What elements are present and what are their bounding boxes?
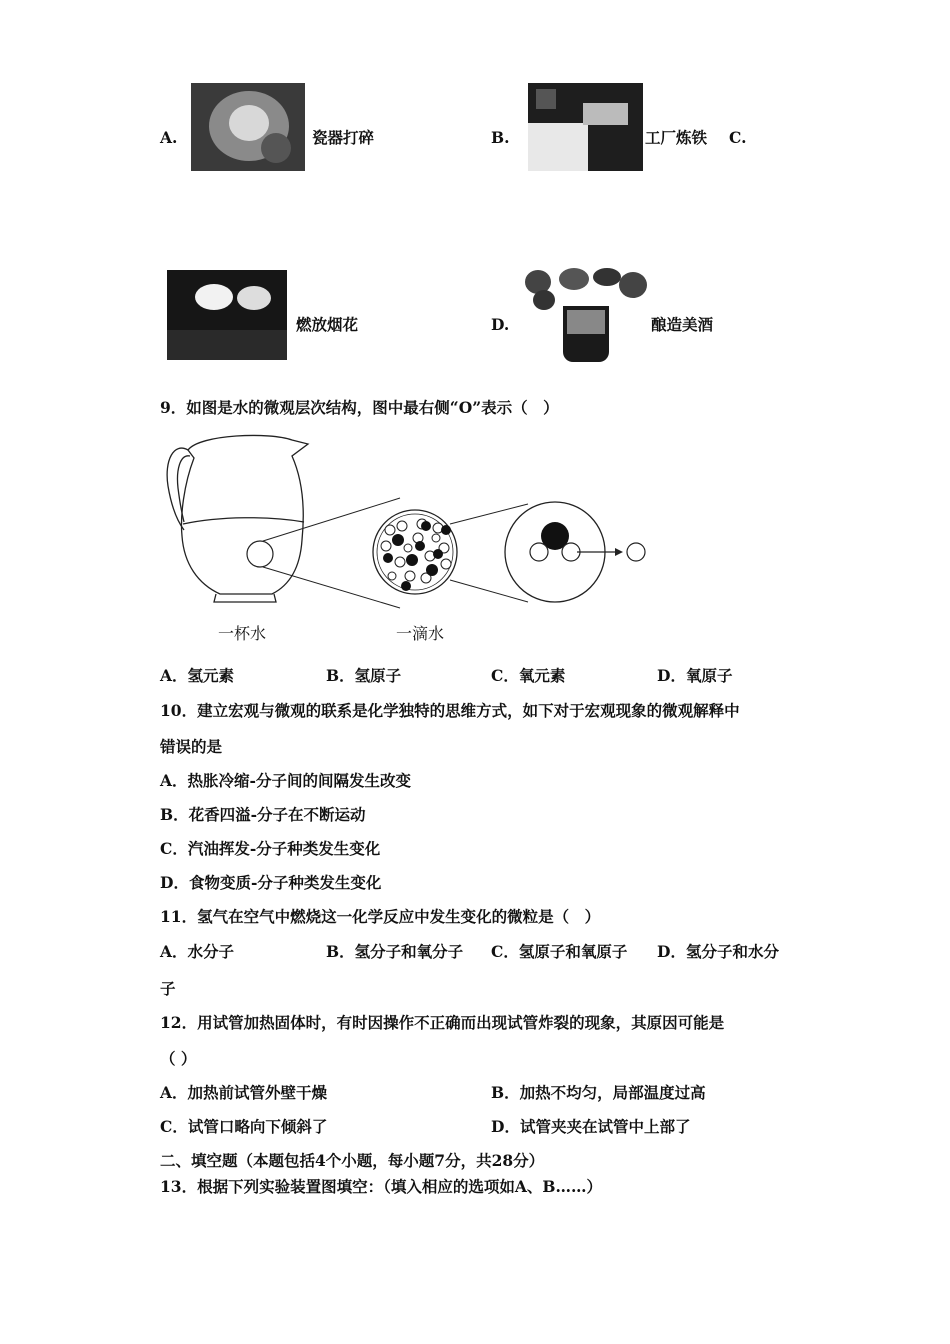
option-c-text: 燃放烟花 [296,315,359,334]
q13-stem: 13．根据下列实验装置图填空：（填入相应的选项如A、B……） [160,1177,602,1196]
q11-option-d-wrap: 子 [160,979,176,998]
q10-option-b: B．花香四溢-分子在不断运动 [160,805,366,824]
arrow-head [615,548,623,556]
jug-zoom-circle [247,541,273,567]
q11-option-a: A．水分子 [160,942,235,961]
q11-stem: 11．氢气在空气中燃烧这一化学反应中发生变化的微粒是（ ） [160,907,601,926]
q9-option-c: C．氧元素 [491,666,566,685]
water-structure-diagram [160,430,660,630]
q9-stem: 9．如图是水的微观层次结构，图中最右侧“O”表示（ ） [160,398,559,417]
q12-option-d: D．试管夹夹在试管中上部了 [491,1117,691,1136]
option-d-text: 酿造美酒 [651,315,714,334]
q10-option-a: A．热胀冷缩-分子间的间隔发生改变 [160,771,411,790]
water-drop-circle [373,510,457,594]
wine-photo [523,266,650,362]
fireworks-photo [167,270,287,360]
water-jug [167,435,308,602]
rightmost-atom [627,543,645,561]
q12-option-c: C．试管口略向下倾斜了 [160,1117,328,1136]
q11-option-b: B．氢分子和氧分子 [326,942,464,961]
ironworks-photo [528,83,643,171]
option-b-text: 工厂炼铁 [645,128,708,147]
q12-option-b: B．加热不均匀，局部温度过高 [491,1083,706,1102]
option-c-label: C. [729,128,747,147]
q12-stem-line2: （ ） [160,1049,197,1068]
section-heading: 二、填空题（本题包括4个小题，每小题7分，共28分） [160,1151,545,1170]
option-b-label: B. [491,128,510,147]
q9-option-b: B．氢原子 [326,666,402,685]
caption-cup: 一杯水 [218,624,267,643]
option-a-text: 瓷器打碎 [312,128,375,147]
caption-drop: 一滴水 [396,624,445,643]
q10-stem-line2: 错误的是 [160,737,223,756]
q11-option-c: C．氢原子和氧原子 [491,942,628,961]
q12-stem-line1: 12．用试管加热固体时，有时因操作不正确而出现试管炸裂的现象，其原因可能是 [160,1013,725,1032]
option-a-label: A. [160,128,178,147]
q9-option-d: D．氧原子 [657,666,733,685]
q11-option-d: D．氢分子和水分 [657,942,779,961]
q10-option-d: D．食物变质-分子种类发生变化 [160,873,382,892]
option-d-label: D. [491,315,510,334]
porcelain-photo [191,83,305,171]
q12-option-a: A．加热前试管外壁干燥 [160,1083,328,1102]
hydrogen-atom-left [530,543,548,561]
q9-option-a: A．氢元素 [160,666,235,685]
q10-stem-line1: 10．建立宏观与微观的联系是化学独特的思维方式，如下对于宏观现象的微观解释中 [160,701,740,720]
q10-option-c: C．汽油挥发-分子种类发生变化 [160,839,381,858]
